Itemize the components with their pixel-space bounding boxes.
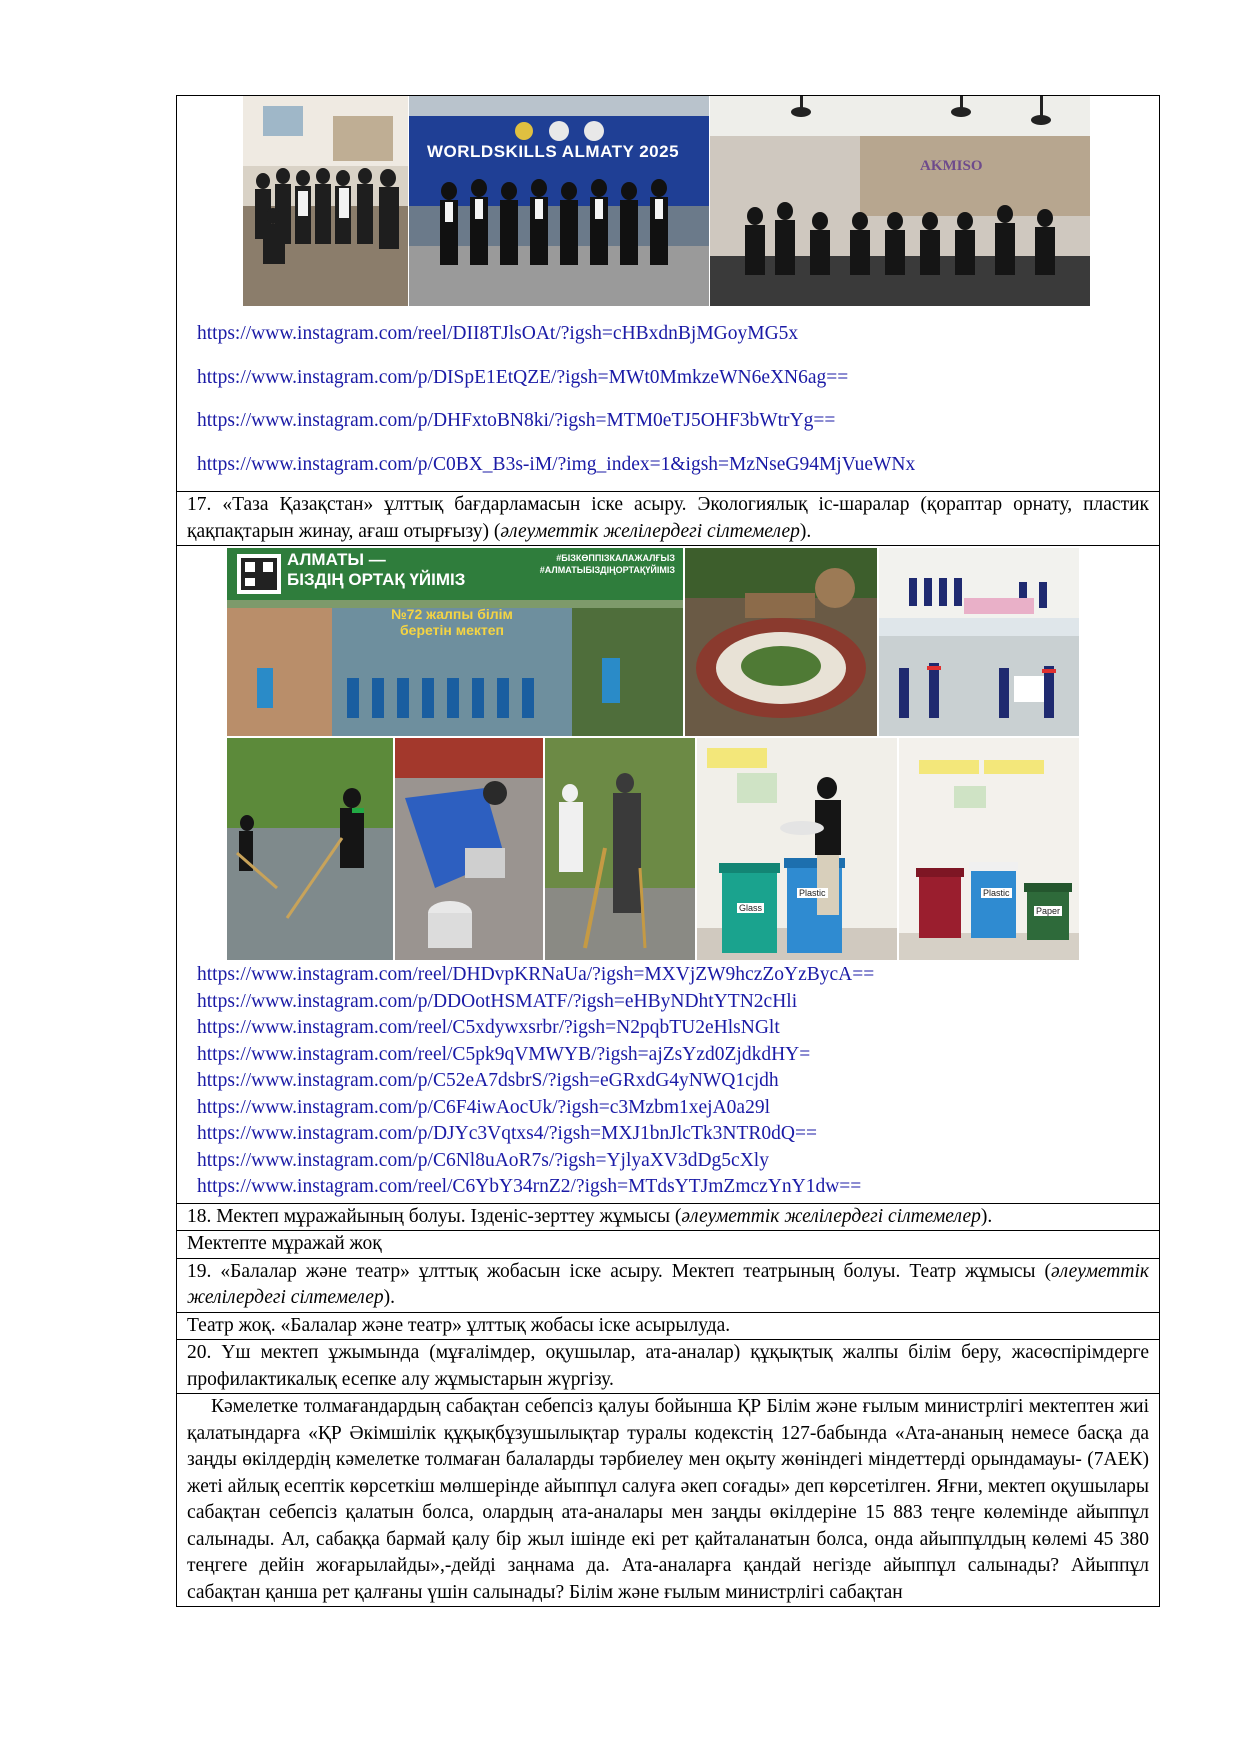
instagram-link[interactable]: https://www.instagram.com/p/C6F4iwAocUk/?igsh=c3Mzbm1xejA0a29l bbox=[197, 1096, 771, 1118]
instagram-link[interactable]: https://www.instagram.com/p/DISpE1EtQZE/?igsh=MWt0MmkzeWN6eXN6ag== bbox=[197, 366, 849, 388]
collage bbox=[187, 546, 1149, 962]
item18-italic: әлеуметтік желілердегі сілтемелер bbox=[681, 1205, 981, 1227]
instagram-link[interactable]: https://www.instagram.com/p/DHFxtoBN8ki/?igsh=MTM0eTJ5OHF3bWtrYg== bbox=[197, 410, 836, 431]
instagram-link[interactable]: https://www.instagram.com/reel/C6YbY34rnZ2/?igsh=MTdsYTJmZmczYnY1dw== bbox=[197, 1176, 862, 1197]
flowerbed-photo bbox=[685, 548, 877, 736]
instagram-link[interactable]: https://www.instagram.com/reel/C5pk9qVMWYB/?igsh=ajZsYzd0ZjdkdHY= bbox=[197, 1043, 811, 1065]
bin-label-2: Plastic bbox=[799, 888, 826, 898]
sweeping-photo bbox=[227, 738, 393, 960]
poster-hashtag2: #АЛМАТЫБІЗДІҢОРТАҚҮЙІМІЗ bbox=[539, 565, 675, 575]
instagram-link[interactable]: https://www.instagram.com/reel/DHDvpKRNaUa/?igsh=MXVjZW9hczZoYzBycA== bbox=[197, 964, 875, 985]
instagram-link[interactable]: https://www.instagram.com/p/C6Nl8uAoR7s/?igsh=YjlyaXV3dDg5cXly bbox=[197, 1149, 769, 1171]
item17-text: 17. «Таза Қазақстан» ұлттық бағдарламасын іске асыру. Экологиялық іс-шаралар (қорaптар орнату, пластик қақпақтарын жинау, ағаш отырғызу) ( bbox=[187, 494, 1149, 542]
item17-tail: ). bbox=[799, 520, 812, 542]
item19-text: 19. «Балалар және театр» ұлттық жобасын іске асыру. Мектеп театрының болуы. Театр жұмысы ( bbox=[187, 1260, 1051, 1282]
section17-cell bbox=[177, 546, 1160, 1204]
section17-links bbox=[187, 962, 1149, 1203]
instagram-link[interactable]: https://www.instagram.com/p/C0BX_B3s-iM/?img_index=1&igsh=MzNseG94MjVueWNx bbox=[197, 453, 916, 475]
poster-school-label: №72 жалпы білім беретін мектеп bbox=[391, 606, 513, 638]
group-photo-office bbox=[710, 96, 1090, 306]
instagram-link[interactable]: https://www.instagram.com/p/DJYc3Vqtxs4/?igsh=MXJ1bnJlcTk3NTR0dQ== bbox=[197, 1123, 817, 1144]
item19-italic: әлеуметтік желілердегі сілтемелер bbox=[187, 1260, 1149, 1308]
item20-paragraph: Кәмелетке толмағандардың сабақтан себепсіз қалуы бойынша ҚР Білім және ғылым министрлігі мектептен жиі қалатындарға «ҚР Әкімшілік құқықбұзушылықтар туралы кодекстің 127-бабында «Ата-ананың немесе басқа да заңды өкілдердің кәмелетке толмаған балаларды тәрбиелеу мен оқыту жөніндегі міндеттерді орындамауы- (7АЕК) жеті айлық есептік көрсеткіш мөлшерінде айыппұл салуға әкеп соғады» деп көрсетілген. Яғни, мектеп оқушылары сабақтан себепсіз қалатын болса, олардың ата-аналары мен заңды өкілдеріне 15 883 теңге көлемінде айыппұл салынады. Ал, сабаққа бармай қалу бір жыл ішінде екі рет қайталанатын болса, онда айыппұлдың көлемі 45 380 теңгеге дейін жоғарылайды»,-дейді заңнама да. Ата-аналарға қандай негізде айыппұл салынады? Айыппұл сабақтан қанша рет қалғаны үшін салынады? Білім және ғылым министрлігі сабақтан bbox=[187, 1396, 1149, 1603]
recycling-bins-photo-2 bbox=[899, 738, 1079, 960]
poster-title-line1: АЛМАТЫ — bbox=[287, 550, 386, 569]
item18-answer: Мектепте мұражай жоқ bbox=[177, 1231, 1160, 1259]
group-photo-classroom bbox=[243, 96, 408, 306]
students-posters-photo bbox=[879, 548, 1079, 736]
painting-photo bbox=[395, 738, 543, 960]
photo-row bbox=[187, 96, 1149, 308]
item18-heading bbox=[177, 1203, 1160, 1231]
item20-paragraph-cell bbox=[177, 1394, 1160, 1607]
bin-label-4: Paper bbox=[1036, 906, 1061, 916]
recycling-bins-photo-1 bbox=[697, 738, 897, 960]
instagram-link[interactable]: https://www.instagram.com/p/C52eA7dsbrS/?igsh=eGRxdG4yNWQ1cjdh bbox=[197, 1070, 779, 1091]
section16-links bbox=[187, 308, 1149, 490]
item17-italic: әлеуметтік желілердегі сілтемелер bbox=[500, 520, 800, 542]
poster-title-line2: БІЗДІҢ ОРТАҚ ҮЙІМІЗ bbox=[287, 570, 466, 589]
raking-photo bbox=[545, 738, 695, 960]
eco-poster-photo bbox=[227, 548, 683, 736]
item20-heading: 20. Үш мектеп ұжымында (мұғалімдер, оқушылар, ата-аналар) құқықтық жалпы білім беру, жасөспірімдерге профилактикалық есепке алу жұмыстарын жүргізу. bbox=[177, 1340, 1160, 1394]
item18-text: 18. Мектеп мұражайының болуы. Ізденіс-зерттеу жұмысы ( bbox=[187, 1205, 682, 1227]
item17-heading bbox=[177, 492, 1160, 546]
instagram-link[interactable]: https://www.instagram.com/p/DDOotHSMATF/?igsh=eHByNDhtYTN2cHli bbox=[197, 990, 798, 1012]
item19-answer: Театр жоқ. «Балалар және театр» ұлттық жобасы іске асырылуда. bbox=[177, 1312, 1160, 1340]
worldskills-banner-text: WORLDSKILLS ALMATY 2025 bbox=[427, 142, 680, 161]
section16-cell bbox=[177, 96, 1160, 492]
bin-label-3: Plastic bbox=[983, 888, 1010, 898]
instagram-link[interactable]: https://www.instagram.com/reel/C5xdywxsrbr/?igsh=N2pqbTU2eHlsNGlt bbox=[197, 1017, 780, 1038]
item18-tail: ). bbox=[980, 1205, 993, 1227]
instagram-link[interactable]: https://www.instagram.com/reel/DII8TJlsOAt/?igsh=cHBxdnBjMGoyMG5x bbox=[197, 323, 799, 344]
item19-heading bbox=[177, 1258, 1160, 1312]
office-sign-text: AKMISO bbox=[920, 158, 983, 174]
bin-label-1: Glass bbox=[739, 903, 763, 913]
report-table bbox=[176, 95, 1160, 1607]
item19-tail: ). bbox=[383, 1287, 395, 1308]
poster-hashtag1: #БІЗКӨППІЗКАЛАЖАЛҒЫЗ bbox=[556, 553, 675, 563]
group-photo-worldskills bbox=[409, 96, 709, 306]
